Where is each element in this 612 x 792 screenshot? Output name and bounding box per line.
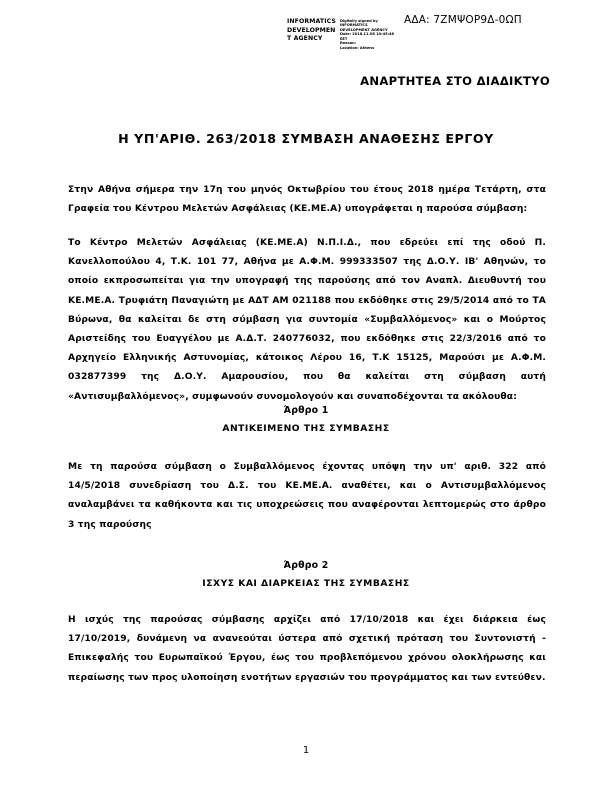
esign-organization-line-3: T AGENCY (287, 35, 323, 43)
esign-organization-line-2: DEVELOPMEN (287, 26, 336, 34)
article-1-subject: ΑΝΤΙΚΕΙΜΕΝΟ ΤΗΣ ΣΥΜΒΑΣΗΣ (222, 423, 390, 434)
article-1-number: Άρθρο 1 (283, 405, 329, 416)
digital-signature-stamp (287, 18, 394, 51)
publication-notice: ΑΝΑΡΤΗΤΕΑ ΣΤΟ ΔΙΑΔΙΚΤΥΟ (360, 74, 550, 88)
esign-detail-line-4: Date: 2018.11.08 10:45:46 (339, 32, 395, 37)
esign-detail-line-2: INFORMATICS (339, 23, 368, 28)
document-title: Η ΥΠ'ΑΡΙΘ. 263/2018 ΣΥΜΒΑΣΗ ΑΝΑΘΕΣΗΣ ΕΡΓΟΥ (118, 131, 494, 146)
article-2-number: Άρθρο 2 (283, 560, 329, 571)
article-1-body: Με τη παρούσα σύμβαση ο Συμβαλλόμενος έχοντας υπόψη την υπ' αριθ. 322 από 14/5/2018 συνεδρίαση του Δ.Σ. του ΚΕ.ΜΕ.Α. αναθέτει, και ο Αντισυμβαλλόμενος αναλαμβάνει τα καθήκοντα και τις υποχρεώσεις που αναφέρονται λεπτομερώς στο άρθρο 3 της παρούσης (68, 462, 546, 530)
esign-detail-line-3: DEVELOPMENT AGENCY (339, 27, 388, 32)
article-2-subject: ΙΣΧΥΣ ΚΑΙ ΔΙΑΡΚΕΙΑΣ ΤΗΣ ΣΥΜΒΑΣΗΣ (202, 578, 410, 589)
intro-paragraph: Στην Αθήνα σήμερα την 17η του μηνός Οκτωβρίου του έτους 2018 ημέρα Τετάρτη, στα Γραφεία του Κέντρου Μελετών Ασφάλειας (ΚΕ.ΜΕ.Α) υπογράφεται η παρούσα σύμβαση: (68, 185, 546, 215)
esign-organization-line-1: INFORMATICS (287, 18, 336, 25)
esign-detail-line-7: Location: Athens (339, 46, 375, 51)
esign-signature-details (340, 18, 394, 51)
esign-organization-name (287, 18, 336, 44)
document-header-band (0, 14, 612, 66)
esign-detail-line-1: Digitally signed by (339, 18, 378, 23)
ada-code: ΑΔΑ: 7ΖΜΨΟΡ9Δ-0ΩΠ (404, 14, 522, 26)
esign-detail-line-6: Reason: (339, 41, 357, 46)
esign-detail-line-5: EET (339, 36, 348, 41)
article-2-heading (0, 560, 612, 589)
parties-paragraph: Το Κέντρο Μελετών Ασφάλειας (ΚΕ.ΜΕ.Α) Ν.Π.Ι.Δ., που εδρεύει επί της οδού Π. Κανελλοπούλου 4, Τ.Κ. 101 77, Αθήνα με Α.Φ.Μ. 999333507 της Δ.Ο.Υ. ΙΒ' Αθηνών, το οποίο εκπροσωπείται για την υπογραφή της παρούσης από τον Αναπλ. Διευθυντή του ΚΕ.ΜΕ.Α. Τρυφιάτη Παναγιώτη με ΑΔΤ ΑΜ 021188 που εκδόθηκε στις 29/5/2014 από το ΤΑ Βύρωνα, θα καλείται δε στη σύμβαση για συντομία «Συμβαλλόμενος» και ο Μούρτος Αριστείδης του Ευαγγέλου με Α.Δ.Τ. 240776032, που εκδόθηκε στις 22/3/2016 από το Αρχηγείο Ελληνικής Αστυνομίας, κάτοικος Λέρου 16, Τ.Κ 15125, Μαρούσι με Α.Φ.Μ. 032877399 της Δ.Ο.Υ. Αμαρουσίου, που θα καλείται στη σύμβαση αυτή «Αντισυμβαλλόμενος», συμφωνούν συνομολογούν και συναποδέχονται τα ακόλουθα: (68, 238, 546, 402)
article-2-body: Η ισχύς της παρούσας σύμβασης αρχίζει από 17/10/2018 και έχει διάρκεια έως 17/10/2019, δυνάμενη να ανανεούται ύστερα από σχετική πρόταση του Συντονιστή - Επικεφαλής του Ευρωπαϊκού Έργου, έως του προβλεπόμενου χρόνου ολοκλήρωσης και περαίωσης των προς υλοποίηση ενοτήτων εργασιών του προγράμματος και των εντεύθεν. (68, 615, 546, 683)
page-number: 1 (302, 745, 310, 756)
article-1-heading (0, 405, 612, 434)
